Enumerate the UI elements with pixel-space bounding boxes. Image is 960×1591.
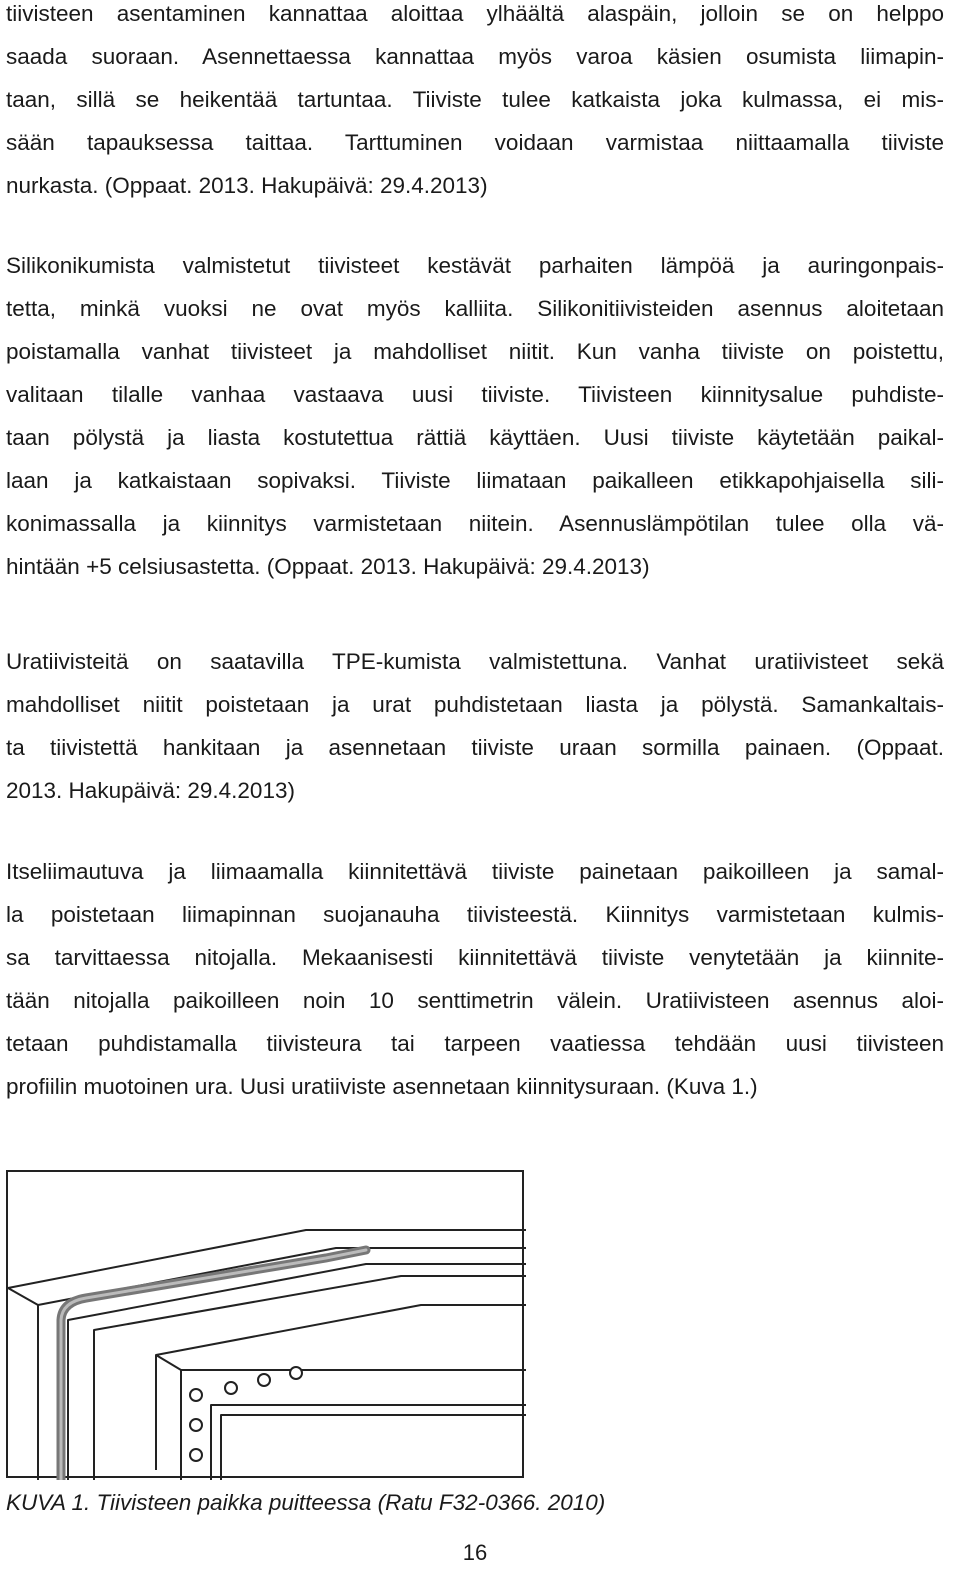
text-line: Uratiivisteitä on saatavilla TPE-kumista valmistettuna. Vanhat uratiivisteet sekä — [6, 649, 944, 674]
text-line: tetaan puhdistamalla tiivisteura tai tarpeen vaatiessa tehdään uusi tiivisteen — [6, 1031, 944, 1056]
text-line: 2013. Hakupäivä: 29.4.2013) — [6, 778, 295, 803]
text-line: taan pölystä ja liasta kostutettua rättiä käyttäen. Uusi tiiviste käytetään paikal- — [6, 425, 944, 450]
paragraph-1 — [6, 0, 944, 207]
text-line: hintään +5 celsiusastetta. (Oppaat. 2013. Hakupäivä: 29.4.2013) — [6, 554, 650, 579]
text-line: tiivisteen asentaminen kannattaa aloittaa ylhäältä alaspäin, jolloin se on helppo — [6, 1, 944, 26]
text-line: la poistetaan liimapinnan suojanauha tiivisteestä. Kiinnitys varmistetaan kulmis- — [6, 902, 944, 927]
figure-border — [7, 1171, 523, 1477]
text-line: poistamalla vanhat tiivisteet ja mahdolliset niitit. Kun vanha tiiviste on poistettu, — [6, 339, 944, 364]
text-line: valitaan tilalle vanhaa vastaava uusi tiiviste. Tiivisteen kiinnitysalue puhdiste- — [6, 382, 944, 407]
window-frame-seal-figure — [6, 1170, 526, 1480]
text-line: sään tapauksessa taittaa. Tarttuminen voidaan varmistaa niittaamalla tiiviste — [6, 130, 944, 155]
text-line: tään nitojalla paikoilleen noin 10 senttimetrin välein. Uratiivisteen asennus aloi- — [6, 988, 944, 1013]
text-line: saada suoraan. Asennettaessa kannattaa myös varoa käsien osumista liimapin- — [6, 44, 944, 69]
page-number: 16 — [462, 1540, 488, 1565]
text-line: laan ja katkaistaan sopivaksi. Tiiviste liimataan paikalleen etikkapohjaisella sili- — [6, 468, 944, 493]
text-line: taan, sillä se heikentää tartuntaa. Tiiviste tulee katkaista joka kulmassa, ei mis- — [6, 87, 944, 112]
text-line: ta tiivistettä hankitaan ja asennetaan tiiviste uraan sormilla painaen. (Oppaat. — [6, 735, 944, 760]
figure-caption: KUVA 1. Tiivisteen paikka puitteessa (Ratu F32-0366. 2010) — [6, 1490, 606, 1515]
text-line: nurkasta. (Oppaat. 2013. Hakupäivä: 29.4.2013) — [6, 173, 488, 198]
text-line: mahdolliset niitit poistetaan ja urat puhdistetaan liasta ja pölystä. Samankaltais- — [6, 692, 944, 717]
paragraph-4 — [6, 850, 944, 1108]
paragraph-3 — [6, 640, 944, 812]
text-line: Silikonikumista valmistetut tiivisteet kestävät parhaiten lämpöä ja auringonpais- — [6, 253, 944, 278]
text-line: Itseliimautuva ja liimaamalla kiinnitettävä tiiviste painetaan paikoilleen ja samal- — [6, 859, 944, 884]
text-line: tetta, minkä vuoksi ne ovat myös kalliita. Silikonitiivisteiden asennus aloitetaan — [6, 296, 944, 321]
text-line: profiilin muotoinen ura. Uusi uratiiviste asennetaan kiinnitysuraan. (Kuva 1.) — [6, 1074, 758, 1099]
paragraph-2 — [6, 244, 944, 588]
text-line: konimassalla ja kiinnitys varmistetaan niitein. Asennuslämpötilan tulee olla vä- — [6, 511, 944, 536]
text-line: sa tarvittaessa nitojalla. Mekaanisesti kiinnitettävä tiiviste venytetään ja kiinnite- — [6, 945, 944, 970]
